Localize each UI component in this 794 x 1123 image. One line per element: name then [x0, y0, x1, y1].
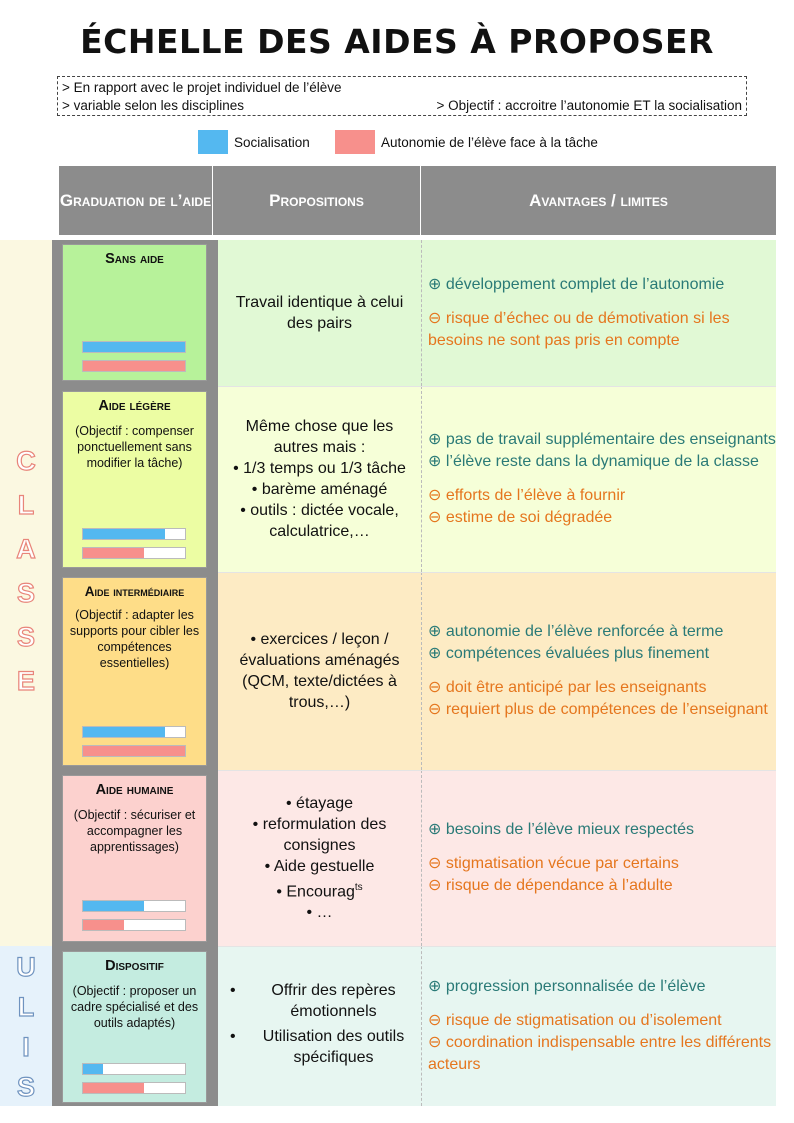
proposition-aide-intermediaire: [218, 572, 421, 770]
proposition-line: • Aide gestuelle: [264, 857, 375, 875]
advantages-dispositif: [421, 946, 776, 1106]
level-title: Dispositif: [105, 958, 164, 974]
pro-item: ⊕ pas de travail supplémentaire des enseignants: [428, 431, 776, 448]
proposition-item: • Utilisation des outils spécifiques: [226, 1026, 413, 1068]
right-margin: [776, 240, 794, 1106]
autonomie-fill: [83, 548, 144, 558]
row-separator: [218, 386, 776, 387]
pro-item: ⊕ besoins de l’élève mieux respectés: [428, 821, 694, 838]
autonomie-bar: [82, 919, 186, 931]
advantages-aide-humaine: [421, 770, 776, 946]
con-item: ⊖ risque de stigmatisation ou d’isolement: [428, 1012, 722, 1029]
con-item: ⊖ coordination indispensable entre les différents acteurs: [428, 1034, 772, 1073]
proposition-line: Même chose que les autres mais :: [245, 418, 394, 456]
proposition-aide-legere: [218, 386, 421, 572]
pro-item: ⊕ développement complet de l’autonomie: [428, 276, 725, 293]
notes-box: [57, 76, 747, 116]
advantages-aide-legere: [421, 386, 776, 572]
socialisation-fill: [83, 1064, 103, 1074]
con-item: ⊖ estime de soi dégradée: [428, 509, 613, 526]
autonomie-bar: [82, 745, 186, 757]
con-item: ⊖ doit être anticipé par les enseignants: [428, 679, 707, 696]
pro-item: ⊕ compétences évaluées plus finement: [428, 645, 710, 662]
proposition-text: Travail identique à celui des pairs: [235, 294, 404, 332]
ulis-side-label: [0, 946, 52, 1106]
level-objective: (Objectif : adapter les supports pour cibler les compétences essentielles): [69, 608, 200, 670]
autonomie-fill: [83, 1083, 144, 1093]
socialisation-bar: [82, 900, 186, 912]
pro-item: ⊕ autonomie de l’élève renforcée à terme: [428, 623, 724, 640]
proposition-text: • exercices / leçon / évaluations aménagés (QCM, texte/dictées à trous,…): [239, 631, 400, 711]
proposition-line-text: • Encourag: [276, 883, 355, 901]
autonomie-fill: [83, 920, 124, 930]
side-letter: U: [16, 952, 36, 982]
proposition-line: • reformulation des consignes: [252, 815, 387, 854]
autonomie-fill: [83, 746, 185, 756]
socialisation-fill: [83, 901, 144, 911]
legend-socialisation-swatch: [198, 130, 228, 154]
socialisation-bar: [82, 1063, 186, 1075]
proposition-line: • étayage: [286, 794, 353, 812]
socialisation-fill: [83, 727, 165, 737]
proposition-aide-humaine: [218, 770, 421, 946]
autonomie-bar: [82, 1082, 186, 1094]
level-card-sans-aide: [62, 244, 207, 381]
proposition-dispositif: [218, 946, 421, 1106]
side-letter: E: [16, 666, 35, 696]
side-letter: I: [22, 1032, 30, 1062]
socialisation-fill: [83, 529, 165, 539]
con-item: ⊖ efforts de l’élève à fournir: [428, 487, 626, 504]
con-item: ⊖ risque de dépendance à l’adulte: [428, 877, 673, 894]
socialisation-bar: [82, 726, 186, 738]
note-objective: > Objectif : accroitre l’autonomie ET la socialisation: [436, 98, 742, 113]
note-line-2: > variable selon les disciplines: [62, 98, 244, 113]
level-objective: (Objectif : proposer un cadre spécialisé et des outils adaptés): [70, 984, 199, 1030]
header-propositions: Propositions: [213, 166, 420, 235]
side-letter: S: [16, 578, 35, 608]
bottom-margin: [0, 1106, 794, 1123]
legend-socialisation: [198, 130, 310, 154]
con-item: ⊖ requiert plus de compétences de l’enseignant: [428, 701, 768, 718]
header-avantages: Avantages / limites: [421, 166, 776, 235]
side-letter: C: [16, 446, 36, 476]
proposition-line: [226, 877, 413, 902]
proposition-item: • Offrir des repères émotionnels: [226, 980, 413, 1022]
header-graduation: Graduation de l’aide: [59, 166, 212, 235]
autonomie-bar: [82, 360, 186, 372]
level-card-aide-legere: [62, 391, 207, 568]
level-card-aide-humaine: [62, 775, 207, 942]
legend-socialisation-label: Socialisation: [234, 134, 310, 150]
level-title: Aide humaine: [95, 782, 174, 798]
level-card-dispositif: [62, 951, 207, 1103]
side-letter: S: [16, 622, 35, 652]
proposition-line: • outils : dictée vocale, calculatrice,…: [240, 502, 399, 540]
pro-item: ⊕ l’élève reste dans la dynamique de la classe: [428, 453, 759, 470]
proposition-sup: ts: [354, 881, 363, 893]
row-separator: [218, 770, 776, 771]
side-letter: L: [17, 490, 35, 520]
level-title: Aide intermédiaire: [84, 584, 185, 599]
level-objective: (Objectif : sécuriser et accompagner les apprentissages): [73, 808, 196, 854]
proposition-sans-aide: [218, 240, 421, 386]
socialisation-bar: [82, 528, 186, 540]
advantages-sans-aide: [421, 240, 776, 386]
level-objective: (Objectif : compenser ponctuellement sans modifier la tâche): [75, 424, 194, 470]
level-title: Sans aide: [105, 251, 164, 267]
level-card-aide-intermediaire: [62, 577, 207, 766]
proposition-line: • …: [306, 904, 333, 922]
advantages-aide-intermediaire: [421, 572, 776, 770]
autonomie-fill: [83, 361, 185, 371]
classe-side-label: [0, 240, 52, 946]
row-separator: [218, 946, 776, 947]
side-letter: S: [16, 1072, 35, 1102]
legend-autonomie-swatch: [335, 130, 375, 154]
pro-item: ⊕ progression personnalisée de l’élève: [428, 978, 706, 995]
autonomie-bar: [82, 547, 186, 559]
row-separator: [218, 572, 776, 573]
note-line-1: > En rapport avec le projet individuel de l’élève: [62, 80, 342, 95]
side-letter: A: [16, 534, 36, 564]
side-letter: L: [17, 992, 35, 1022]
con-item: ⊖ risque d’échec ou de démotivation si les besoins ne sont pas pris en compte: [428, 310, 730, 349]
socialisation-bar: [82, 341, 186, 353]
level-title: Aide légère: [98, 398, 171, 414]
proposition-line: • barème aménagé: [251, 481, 388, 498]
legend-autonomie: [335, 130, 598, 154]
con-item: ⊖ stigmatisation vécue par certains: [428, 855, 679, 872]
socialisation-fill: [83, 342, 185, 352]
page-title: ÉCHELLE DES AIDES À PROPOSER: [80, 22, 714, 61]
legend-autonomie-label: Autonomie de l’élève face à la tâche: [381, 134, 598, 150]
proposition-line: • 1/3 temps ou 1/3 tâche: [233, 460, 406, 477]
